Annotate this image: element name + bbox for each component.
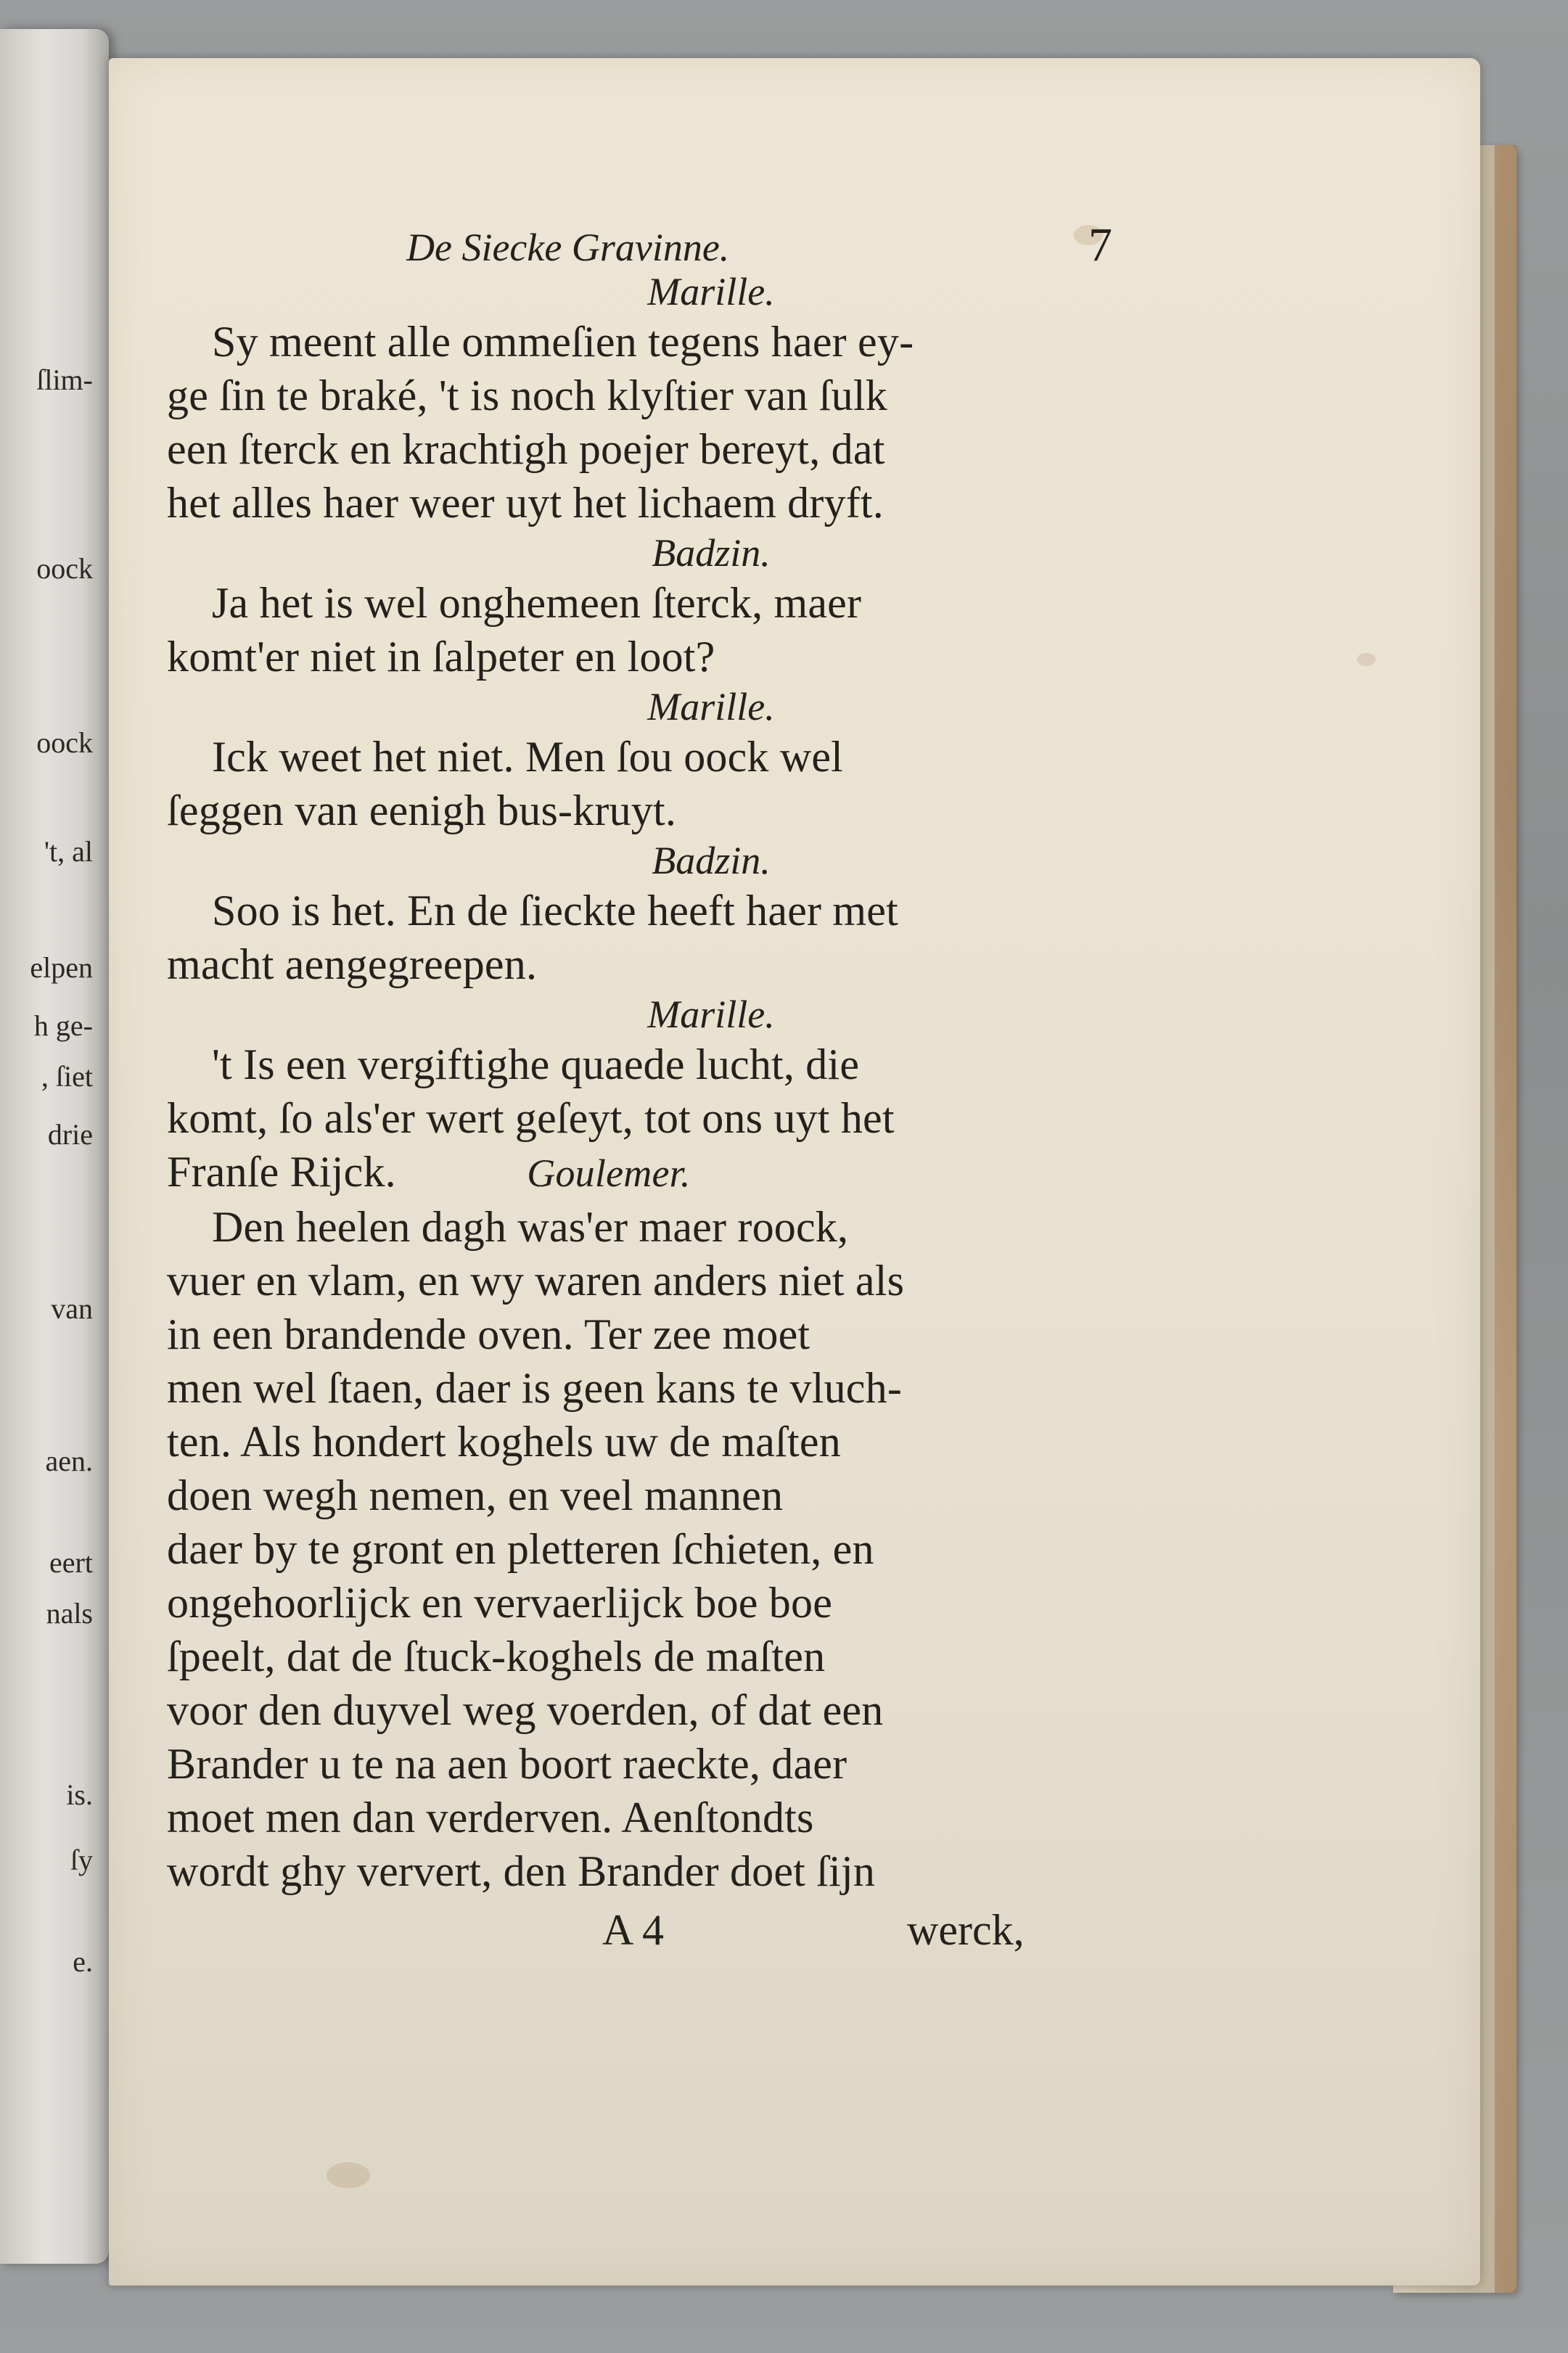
speaker-name: Badzin. (652, 531, 771, 575)
text-line: men wel ſtaen, daer is geen kans te vluch- (167, 1364, 903, 1412)
left-page-text-fragment: nals (46, 1597, 93, 1630)
text-line: macht aengegreepen. (167, 940, 538, 988)
left-page-text-fragment: van (51, 1292, 93, 1325)
speaker-name: Goulemer. (527, 1151, 691, 1195)
text-line: Ja het is wel onghemeen ſterck, maer (212, 579, 862, 627)
speaker-name: Marille. (647, 993, 775, 1036)
left-facing-page (0, 29, 109, 2264)
text-line: ge ſin te braké, 't is noch klyſtier van ſulk (167, 371, 887, 419)
text-fragment: Franſe Rijck. (167, 1148, 396, 1196)
text-line: daer by te gront en pletteren ſchieten, en (167, 1525, 874, 1573)
left-page-text-fragment: ſlim- (36, 364, 93, 396)
signature-mark: A 4 (602, 1906, 665, 1954)
left-page-text-fragment: elpen (30, 951, 93, 984)
speaker-name: Badzin. (652, 839, 771, 882)
text-line: voor den duyvel weg voerden, of dat een (167, 1686, 884, 1734)
page-footer (167, 1905, 1197, 1963)
book-page (109, 58, 1480, 2286)
left-page-text-fragment: aen. (45, 1445, 93, 1477)
left-page-text-fragment: h ge- (33, 1009, 93, 1042)
text-line: Ick weet het niet. Men ſou oock wel (212, 733, 844, 781)
text-line: komt'er niet in ſalpeter en loot? (167, 633, 715, 681)
text-line: komt, ſo als'er wert geſeyt, tot ons uyt het (167, 1094, 895, 1142)
text-line: Soo is het. En de ſieckte heeft haer met (212, 887, 898, 935)
speaker-name: Marille. (647, 270, 775, 313)
text-line: Den heelen dagh was'er maer roock, (212, 1203, 849, 1251)
left-page-text-fragment: ſy (70, 1844, 93, 1876)
page-number: 7 (1088, 218, 1112, 271)
left-page-text-fragment: is. (66, 1778, 93, 1811)
text-line: vuer en vlam, en wy waren anders niet als (167, 1257, 905, 1305)
text-line: in een brandende oven. Ter zee moet (167, 1310, 810, 1358)
text-line: het alles haer weer uyt het lichaem dryft. (167, 479, 884, 527)
left-page-text-fragment: 't, al (44, 835, 93, 868)
text-line: ongehoorlijck en vervaerlijck boe boe (167, 1579, 833, 1627)
text-line: ſeggen van eenigh bus-kruyt. (167, 787, 677, 834)
foxing-spot (327, 2162, 370, 2188)
left-page-text-fragment: oock (36, 552, 93, 585)
text-line: doen wegh nemen, en veel mannen (167, 1471, 784, 1519)
catchword: werck, (907, 1906, 1025, 1954)
text-line: Sy meent alle ommeſien tegens haer ey- (212, 318, 914, 366)
left-page-text-fragment: , ſiet (41, 1060, 93, 1093)
edge-discoloration (1495, 145, 1516, 2293)
left-page-text-fragment: e. (73, 1945, 93, 1978)
left-page-text-fragment: eert (49, 1546, 93, 1579)
running-title: De Siecke Gravinne. (406, 226, 730, 269)
text-line-with-speaker (167, 1145, 1197, 1200)
text-line: moet men dan verderven. Aenſtondts (167, 1794, 814, 1841)
page-text (167, 196, 1197, 1963)
left-page-text-fragment: oock (36, 726, 93, 759)
text-line: ten. Als hondert koghels uw de maſten (167, 1418, 841, 1466)
text-line: Brander u te na aen boort raeckte, daer (167, 1740, 847, 1788)
text-line: 't Is een vergiftighe quaede lucht, die (212, 1040, 860, 1088)
text-line: wordt ghy ververt, den Brander doet ſijn (167, 1847, 876, 1895)
speaker-name: Marille. (647, 685, 775, 728)
running-head (167, 196, 1197, 271)
left-page-text-fragment: drie (47, 1118, 93, 1151)
text-line: ſpeelt, dat de ſtuck-koghels de maſten (167, 1633, 826, 1680)
foxing-spot (1357, 653, 1376, 666)
text-line: een ſterck en krachtigh poejer bereyt, dat (167, 425, 885, 473)
